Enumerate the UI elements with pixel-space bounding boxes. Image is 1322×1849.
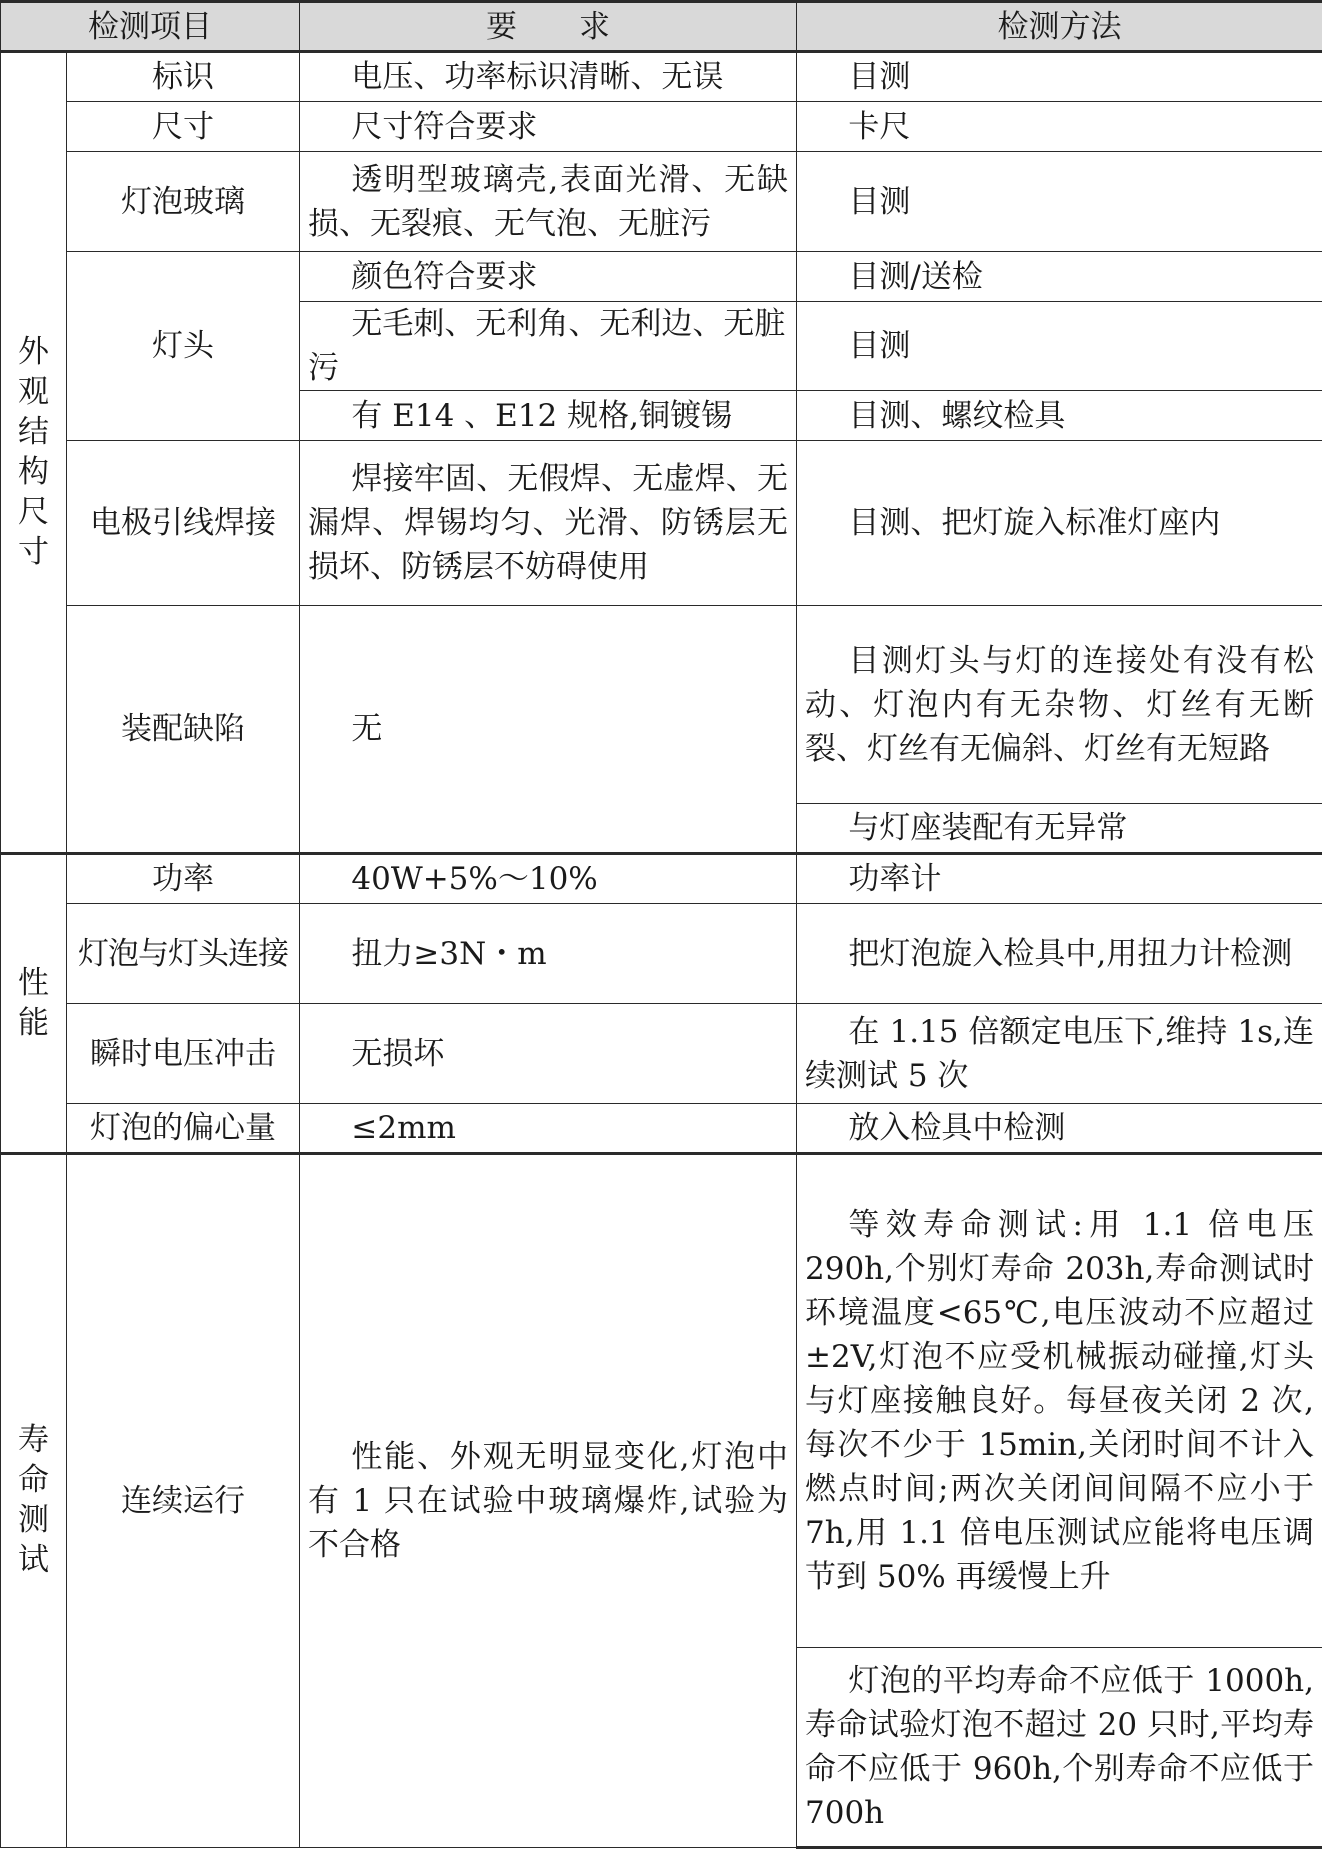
method-glass: 目测 xyxy=(797,152,1322,252)
req-surge: 无损坏 xyxy=(300,1004,797,1104)
req-cap-color: 颜色符合要求 xyxy=(300,252,797,302)
header-item: 检测项目 xyxy=(1,2,300,52)
group-performance: 性能 xyxy=(1,854,67,1154)
req-connection: 扭力≥3N・m xyxy=(300,904,797,1004)
item-surge: 瞬时电压冲击 xyxy=(67,1004,300,1104)
table-row xyxy=(1,1004,1322,1104)
table-row xyxy=(1,441,1322,606)
req-size: 尺寸符合要求 xyxy=(300,102,797,152)
method-assembly-1: 目测灯头与灯的连接处有没有松动、灯泡内有无杂物、灯丝有无断裂、灯丝有无偏斜、灯丝有无短路 xyxy=(797,606,1322,804)
req-power: 40W+5%～10% xyxy=(300,854,797,904)
table-row xyxy=(1,102,1322,152)
item-eccentricity: 灯泡的偏心量 xyxy=(67,1104,300,1154)
req-marking: 电压、功率标识清晰、无误 xyxy=(300,52,797,102)
table-row xyxy=(1,1154,1322,1648)
item-glass: 灯泡玻璃 xyxy=(67,152,300,252)
method-cap-burr: 目测 xyxy=(797,302,1322,391)
method-eccentricity: 放入检具中检测 xyxy=(797,1104,1322,1154)
req-glass: 透明型玻璃壳,表面光滑、无缺损、无裂痕、无气泡、无脏污 xyxy=(300,152,797,252)
method-power: 功率计 xyxy=(797,854,1322,904)
method-welding: 目测、把灯旋入标准灯座内 xyxy=(797,441,1322,606)
table-row xyxy=(1,854,1322,904)
table-row xyxy=(1,252,1322,302)
item-connection: 灯泡与灯头连接 xyxy=(67,904,300,1004)
req-cap-burr: 无毛刺、无利角、无利边、无脏污 xyxy=(300,302,797,391)
group-life: 寿命测试 xyxy=(1,1154,67,1848)
table-row xyxy=(1,904,1322,1004)
table-header-row xyxy=(1,2,1322,52)
method-continuous-1: 等效寿命测试:用 1.1 倍电压 290h,个别灯寿命 203h,寿命测试时环境温度<65℃,电压波动不应超过±2V,灯泡不应受机械振动碰撞,灯头与灯座接触良好。每昼夜关闭 2 次,每次不少于 15min,关闭时间不计入燃点时间;两次关闭间间隔不应小于 7h,用 1.1 倍电压测试应能将电压调节到 50% 再缓慢上升 xyxy=(797,1154,1322,1648)
header-requirement: 要 求 xyxy=(300,2,797,52)
req-cap-spec: 有 E14 、E12 规格,铜镀锡 xyxy=(300,391,797,441)
req-assembly: 无 xyxy=(300,606,797,854)
method-marking: 目测 xyxy=(797,52,1322,102)
table-row xyxy=(1,1104,1322,1154)
item-welding: 电极引线焊接 xyxy=(67,441,300,606)
req-welding: 焊接牢固、无假焊、无虚焊、无漏焊、焊锡均匀、光滑、防锈层无损坏、防锈层不妨碍使用 xyxy=(300,441,797,606)
item-continuous: 连续运行 xyxy=(67,1154,300,1848)
header-method: 检测方法 xyxy=(797,2,1322,52)
item-power: 功率 xyxy=(67,854,300,904)
item-marking: 标识 xyxy=(67,52,300,102)
method-continuous-2: 灯泡的平均寿命不应低于 1000h,寿命试验灯泡不超过 20 只时,平均寿命不应低于 960h,个别寿命不应低于 700h xyxy=(797,1648,1322,1848)
method-connection: 把灯泡旋入检具中,用扭力计检测 xyxy=(797,904,1322,1004)
method-size: 卡尺 xyxy=(797,102,1322,152)
req-continuous: 性能、外观无明显变化,灯泡中有 1 只在试验中玻璃爆炸,试验为不合格 xyxy=(300,1154,797,1848)
method-cap-spec: 目测、螺纹检具 xyxy=(797,391,1322,441)
item-size: 尺寸 xyxy=(67,102,300,152)
method-surge: 在 1.15 倍额定电压下,维持 1s,连续测试 5 次 xyxy=(797,1004,1322,1104)
table-row xyxy=(1,606,1322,804)
table-row xyxy=(1,52,1322,102)
method-assembly-2: 与灯座装配有无异常 xyxy=(797,804,1322,854)
group-appearance: 外观结构尺寸 xyxy=(1,52,67,854)
item-assembly: 装配缺陷 xyxy=(67,606,300,854)
req-eccentricity: ≤2mm xyxy=(300,1104,797,1154)
item-cap: 灯头 xyxy=(67,252,300,441)
method-cap-color: 目测/送检 xyxy=(797,252,1322,302)
table-row xyxy=(1,152,1322,252)
